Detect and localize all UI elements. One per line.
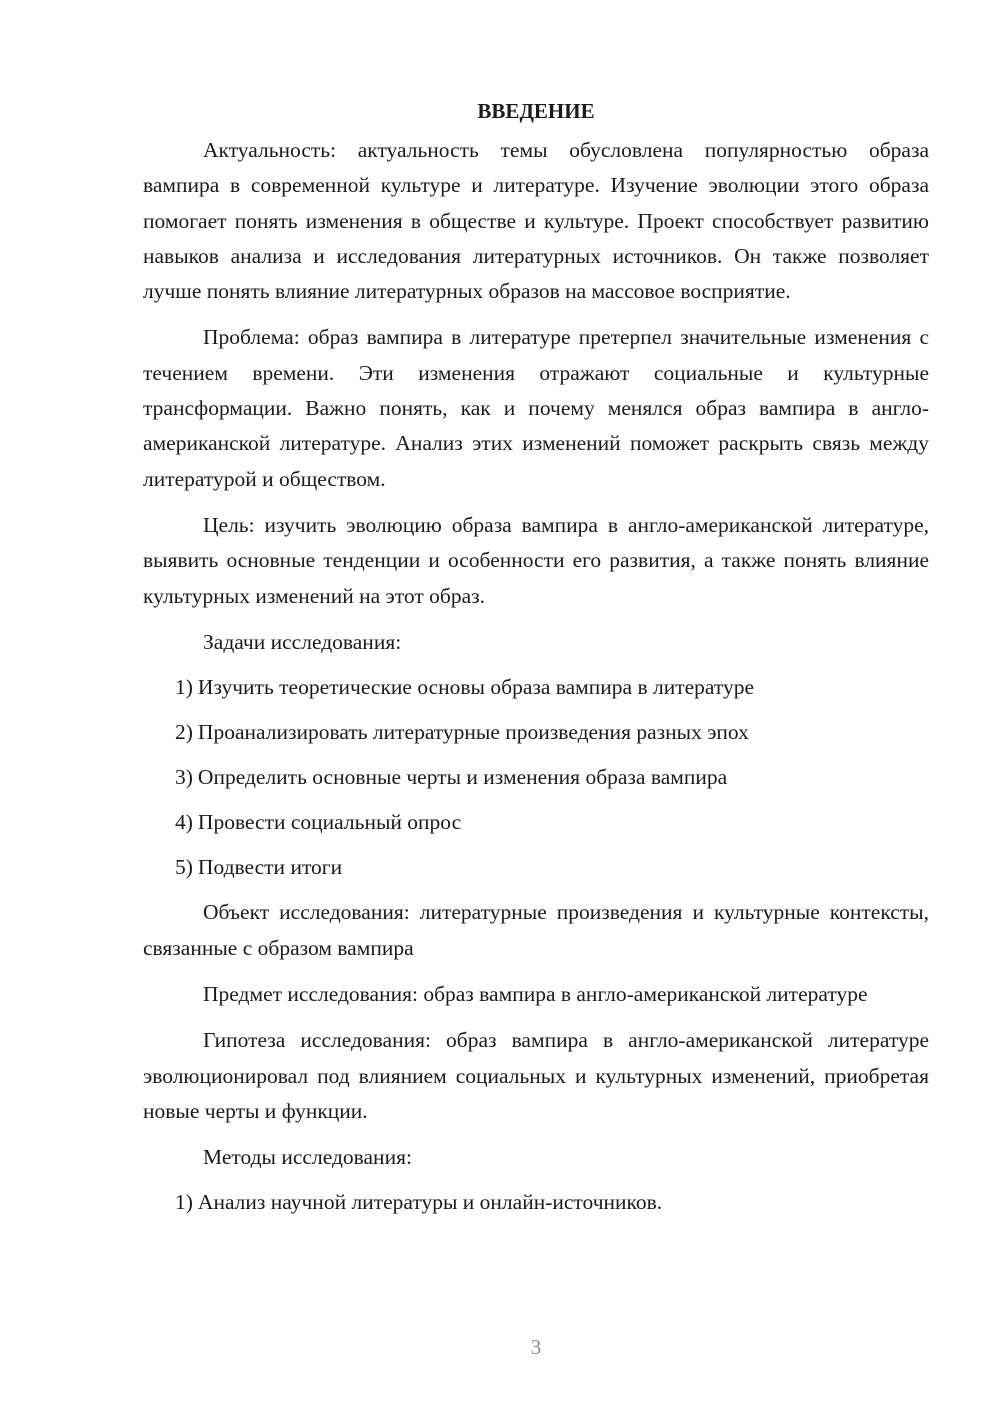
relevance-paragraph: Актуальность: актуальность темы обусловлена популярностью образа вампира в современной культуре и литературе. Изучение эволюции этого образа помогает понять изменения в обществе и культуре. Проект способствует развитию навыков анализа и исследования литературных источников. Он также позволяет лучше понять влияние литературных образов на массовое восприятие. bbox=[143, 138, 929, 304]
list-item-number: 4) bbox=[175, 810, 193, 835]
tasks-heading: Задачи исследования: bbox=[203, 629, 402, 654]
methods-heading: Методы исследования: bbox=[203, 1145, 412, 1170]
list-item-number: 1) bbox=[175, 674, 193, 699]
goal-paragraph: Цель: изучить эволюцию образа вампира в англо-американской литературе, выявить основные тенденции и особенности его развития, а также понять влияние культурных изменений на этот образ. bbox=[143, 512, 929, 608]
subject-paragraph: Предмет исследования: образ вампира в англо-американской литературе bbox=[203, 982, 868, 1007]
list-item-text: Определить основные черты и изменения образа вампира bbox=[197, 765, 728, 790]
list-item-text: Проанализировать литературные произведения разных эпох bbox=[197, 720, 749, 745]
list-item-number: 3) bbox=[175, 765, 193, 790]
list-item bbox=[143, 760, 929, 795]
document-page bbox=[143, 96, 929, 1230]
list-item bbox=[143, 805, 929, 840]
tasks-list bbox=[143, 670, 929, 886]
list-item-text: Подвести итоги bbox=[197, 855, 343, 880]
section-title: ВВЕДЕНИЕ bbox=[477, 99, 595, 123]
object-paragraph: Объект исследования: литературные произведения и культурные контексты, связанные с образом вампира bbox=[143, 900, 929, 960]
list-item-number: 5) bbox=[175, 855, 193, 880]
page-number: 3 bbox=[530, 1335, 542, 1359]
list-item-number: 2) bbox=[175, 720, 193, 745]
list-item bbox=[143, 670, 929, 705]
hypothesis-paragraph: Гипотеза исследования: образ вампира в англо-американской литературе эволюционировал под влиянием социальных и культурных изменений, приобретая новые черты и функции. bbox=[143, 1028, 929, 1123]
list-item-text: Анализ научной литературы и онлайн-источников. bbox=[197, 1190, 663, 1215]
list-item bbox=[143, 850, 929, 885]
list-item-text: Изучить теоретические основы образа вампира в литературе bbox=[197, 674, 755, 699]
problem-paragraph: Проблема: образ вампира в литературе претерпел значительные изменения с течением времени. Эти изменения отражают социальные и культурные трансформации. Важно понять, как и почему менялся образ вампира в англо-американской литературе. Анализ этих изменений поможет раскрыть связь между литературой и обществом. bbox=[143, 325, 929, 491]
methods-list bbox=[143, 1185, 929, 1220]
list-item bbox=[143, 715, 929, 750]
list-item-number: 1) bbox=[175, 1190, 193, 1215]
list-item bbox=[143, 1185, 929, 1220]
list-item-text: Провести социальный опрос bbox=[197, 810, 462, 835]
